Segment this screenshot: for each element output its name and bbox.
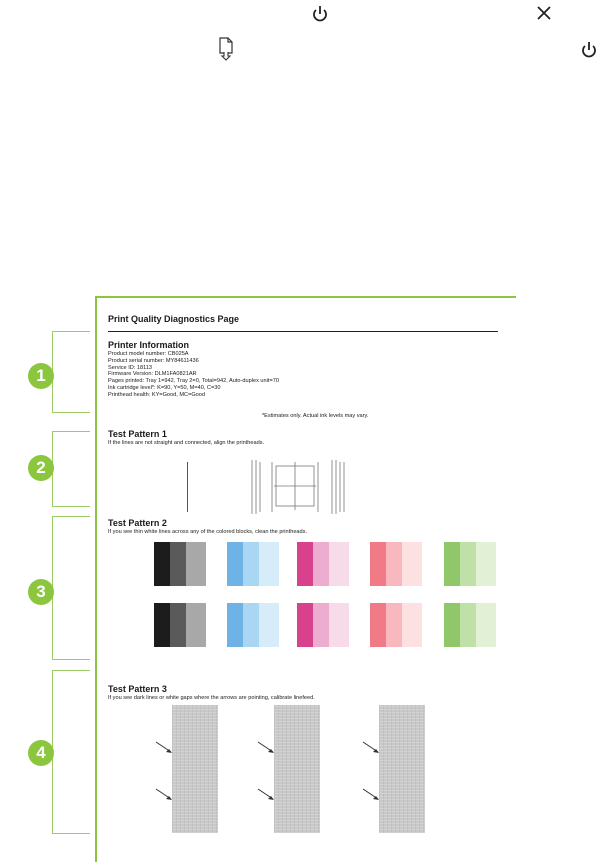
info-line: Printhead health: KY=Good, MC=Good <box>108 391 206 398</box>
color-block <box>154 603 206 647</box>
arrow-icon <box>155 788 175 802</box>
document-download-icon[interactable] <box>218 37 234 61</box>
ink-footnote: *Estimates only. Actual ink levels may vary. <box>262 413 369 419</box>
arrow-icon <box>155 741 175 755</box>
color-swatch <box>243 603 259 647</box>
color-swatch <box>227 603 243 647</box>
color-swatch <box>460 603 476 647</box>
info-line: Pages printed: Tray 1=942, Tray 2=0, Total=942, Auto-duplex unit=70 <box>108 378 279 385</box>
alignment-pattern <box>248 458 348 516</box>
printer-info-heading: Printer Information <box>108 340 190 350</box>
info-line: Firmware Version: DLM1FA0821AR <box>108 371 197 378</box>
info-line: Ink cartridge level*: K=90, Y=50, M=40, C=30 <box>108 384 221 391</box>
color-swatch <box>154 542 170 586</box>
color-swatch <box>154 603 170 647</box>
linefeed-strip <box>172 705 218 833</box>
linefeed-strip <box>274 705 320 833</box>
pattern1-instruction: If the lines are not straight and connected, align the printheads. <box>108 440 265 446</box>
color-swatch <box>259 603 279 647</box>
color-swatch <box>313 542 329 586</box>
color-swatch <box>186 603 206 647</box>
section-bracket <box>52 670 90 834</box>
color-block <box>444 542 496 586</box>
close-icon[interactable] <box>536 5 552 21</box>
color-swatch <box>444 603 460 647</box>
color-swatch <box>460 542 476 586</box>
color-swatch <box>386 542 402 586</box>
color-swatch <box>170 603 186 647</box>
color-swatch <box>476 542 496 586</box>
arrow-icon <box>362 741 382 755</box>
color-block <box>297 603 349 647</box>
color-swatch <box>370 603 386 647</box>
color-block <box>154 542 206 586</box>
color-block <box>444 603 496 647</box>
color-block <box>297 542 349 586</box>
color-swatch <box>386 603 402 647</box>
color-swatch <box>297 542 313 586</box>
section-bracket <box>52 431 90 507</box>
color-block <box>370 542 422 586</box>
power-icon[interactable] <box>580 40 598 60</box>
pattern3-heading: Test Pattern 3 <box>108 684 167 694</box>
color-block <box>227 603 279 647</box>
arrow-icon <box>257 788 277 802</box>
printer-info-lines <box>108 351 279 399</box>
pattern1-heading: Test Pattern 1 <box>108 429 167 439</box>
power-icon[interactable] <box>311 4 329 24</box>
color-swatch <box>259 542 279 586</box>
color-swatch <box>402 542 422 586</box>
color-block <box>370 603 422 647</box>
alignment-line <box>187 462 188 512</box>
color-swatch <box>313 603 329 647</box>
section-bracket <box>52 331 90 413</box>
section-bracket <box>52 516 90 660</box>
color-swatch <box>170 542 186 586</box>
linefeed-strip <box>379 705 425 833</box>
color-block <box>227 542 279 586</box>
color-swatch <box>370 542 386 586</box>
color-swatch <box>402 603 422 647</box>
pattern2-heading: Test Pattern 2 <box>108 518 167 528</box>
color-swatch <box>297 603 313 647</box>
info-line: Product model number: CB025A <box>108 351 189 357</box>
color-swatch <box>476 603 496 647</box>
callout-badge: 1 <box>28 363 54 389</box>
info-line: Product serial number: MY84611436 <box>108 357 199 364</box>
color-swatch <box>227 542 243 586</box>
info-line: Service ID: 18113 <box>108 364 153 371</box>
color-swatch <box>329 603 349 647</box>
callout-badge: 3 <box>28 579 54 605</box>
title-divider <box>108 331 498 332</box>
pattern2-instruction: If you see thin white lines across any of the colored blocks, clean the printheads. <box>108 529 308 535</box>
arrow-icon <box>362 788 382 802</box>
arrow-icon <box>257 741 277 755</box>
color-swatch <box>444 542 460 586</box>
report-title: Print Quality Diagnostics Page <box>108 314 240 324</box>
color-swatch <box>329 542 349 586</box>
color-swatch <box>243 542 259 586</box>
callout-badge: 4 <box>28 740 54 766</box>
callout-badge: 2 <box>28 455 54 481</box>
pattern3-instruction: If you see dark lines or white gaps where the arrows are pointing, calibrate linefeed. <box>108 695 315 701</box>
color-swatch <box>186 542 206 586</box>
